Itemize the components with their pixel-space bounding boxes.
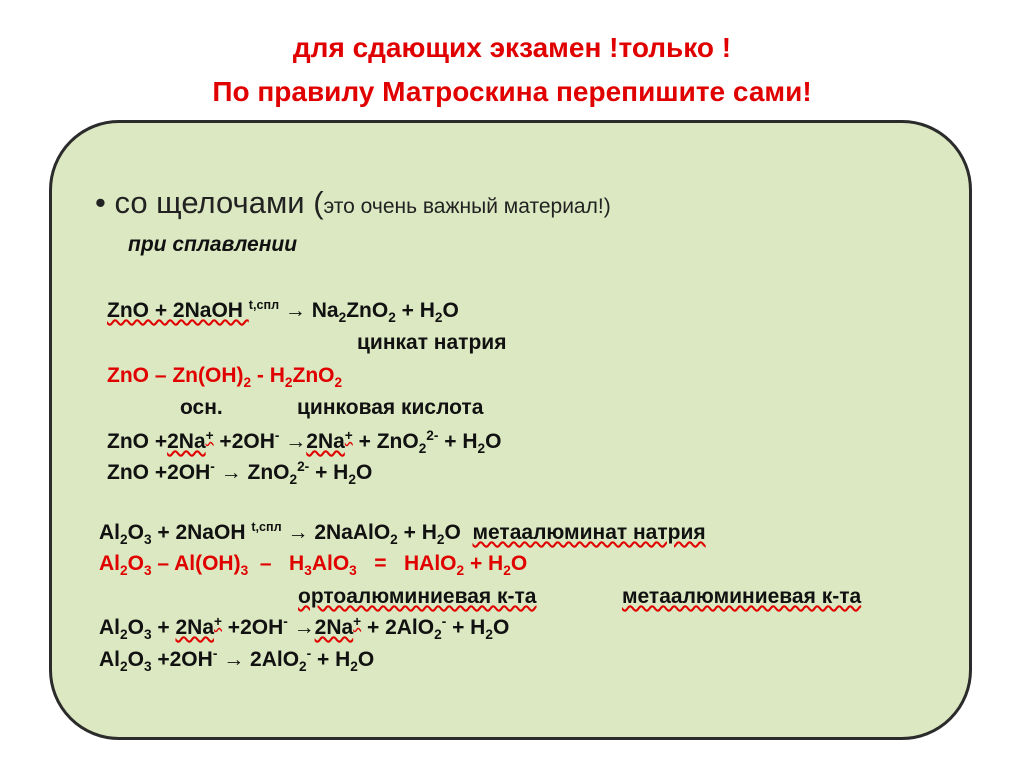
bullet-marker: • [95,185,106,220]
al-chain-meta-label: метаалюминиевая к-та [622,585,862,608]
zn-ionic-full: ZnO $+2Na^+ +2OH^- \to 2Na^+ + ZnO_2^{2-} + H_2O$ [107,428,502,457]
al-chain-ortho-label: ортоалюминиевая к-та [298,585,537,608]
bullet-note: это очень важный материал! [323,195,604,218]
subheading: при сплавлении [128,233,298,256]
zno-eq1-label: цинкат натрия [357,331,507,354]
zn-chain: ZnO – $Zn(OH)_2 - H_2ZnO_2$ [107,364,343,391]
al-ionic-full: $Al_2O_3 + 2Na^+ +2OH^- \to 2Na^+ + 2AlO_2^- + H_2O$ [99,614,510,643]
bullet-close-paren: ) [603,195,611,218]
bullet-heading [95,185,611,221]
bullet-open-paren: ( [313,185,324,220]
bullet-main: со щелочами [114,185,305,220]
al-chain: $Al_2O_3 - Al(OH)_3 - H_3AlO_3$ = HAlO$_2$ + $H_2O$ [99,552,528,579]
header-line-2: По правилу Матроскина перепишите сами! [212,76,812,107]
zn-chain-acid-label: цинковая кислота [297,396,484,419]
al-eq1: $Al_2O_3$ + 2NaOH $^{t,спл}$ → 2NaAlO$_2$ + $H_2O$ метаалюминат натрия [99,520,706,548]
zn-ionic-short: ZnO $+2OH^- \to ZnO_2^{2-} + H_2O$ [107,459,373,488]
zn-chain-base-label: осн. [180,396,223,419]
header-line-1: для сдающих экзамен !только ! [292,32,732,63]
zno-eq1: ZnO + 2NaOH $^{t,спл} \to Na_2ZnO_2 + H_2O$ [107,298,459,326]
al-ionic-short: $Al_2O_3 +2OH^- \to 2AlO_2^- + H_2O$ [99,646,375,675]
